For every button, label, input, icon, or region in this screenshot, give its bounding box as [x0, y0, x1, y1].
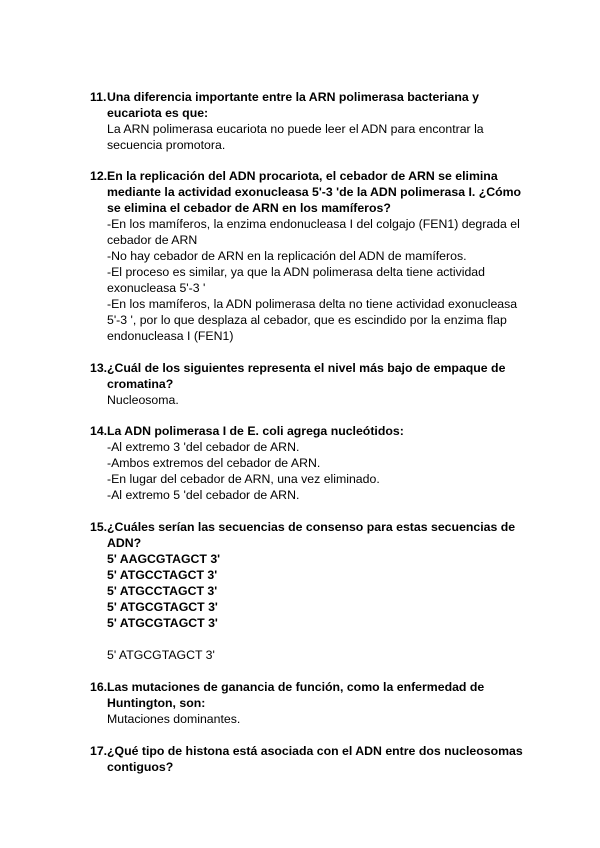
answer-line: -En lugar del cebador de ARN, una vez eliminado.	[107, 472, 380, 486]
sequence-line: 5' ATGCCTAGCT 3'	[107, 568, 218, 582]
question-title: Una diferencia importante entre la ARN polimerasa bacteriana y eucariota es que:	[107, 90, 479, 120]
question-11	[90, 89, 530, 153]
sequence-line: 5' ATGCGTAGCT 3'	[107, 600, 218, 614]
sequence-line: 5' AAGCGTAGCT 3'	[107, 552, 221, 566]
question-title: ¿Cuál de los siguientes representa el nivel más bajo de empaque de cromatina?	[107, 361, 506, 391]
question-number: 15.	[90, 520, 108, 534]
question-15	[90, 519, 530, 663]
answer-line: -En los mamíferos, la ADN polimerasa delta no tiene actividad exonucleasa 5'-3 ', por lo que desplaza al cebador, que es escindido por la enzima flap endonucleasa I (FEN1)	[107, 297, 518, 343]
question-16	[90, 679, 530, 727]
question-13	[90, 360, 530, 408]
question-number: 12.	[90, 169, 108, 183]
question-title: Las mutaciones de ganancia de función, como la enfermedad de Huntington, son:	[107, 680, 485, 710]
question-title: ¿Qué tipo de histona está asociada con el ADN entre dos nucleosomas contiguos?	[107, 744, 523, 774]
question-title: La ADN polimerasa I de E. coli agrega nucleótidos:	[107, 424, 404, 438]
question-title: En la replicación del ADN procariota, el cebador de ARN se elimina mediante la actividad exonucleasa 5'-3 'de la ADN polimerasa I. ¿Cómo se elimina el cebador de ARN en los mamíferos?	[107, 169, 522, 215]
answer-line: La ARN polimerasa eucariota no puede leer el ADN para encontrar la secuencia promotora.	[107, 122, 484, 152]
question-number: 14.	[90, 424, 108, 438]
answer-line: -Al extremo 3 'del cebador de ARN.	[107, 440, 300, 454]
question-14	[90, 423, 530, 503]
question-17	[90, 743, 530, 775]
question-12	[90, 168, 530, 344]
answer-line: -Al extremo 5 'del cebador de ARN.	[107, 488, 300, 502]
answer-line: -No hay cebador de ARN en la replicación del ADN de mamíferos.	[107, 249, 467, 263]
question-number: 13.	[90, 361, 108, 375]
question-number: 11.	[90, 90, 107, 104]
answer-line: -El proceso es similar, ya que la ADN polimerasa delta tiene actividad exonucleasa 5'-3 '	[107, 265, 485, 295]
sequence-line: 5' ATGCCTAGCT 3'	[107, 584, 218, 598]
question-number: 16.	[90, 680, 108, 694]
answer-line: -En los mamíferos, la enzima endonucleasa I del colgajo (FEN1) degrada el cebador de ARN	[107, 217, 520, 247]
sequence-line: 5' ATGCGTAGCT 3'	[107, 616, 218, 630]
answer-line: 5' ATGCGTAGCT 3'	[107, 648, 215, 662]
answer-line: -Ambos extremos del cebador de ARN.	[107, 456, 321, 470]
answer-line: Mutaciones dominantes.	[107, 712, 241, 726]
question-title: ¿Cuáles serían las secuencias de consenso para estas secuencias de ADN?	[107, 520, 516, 550]
question-number: 17.	[90, 744, 108, 758]
answer-line: Nucleosoma.	[107, 393, 179, 407]
